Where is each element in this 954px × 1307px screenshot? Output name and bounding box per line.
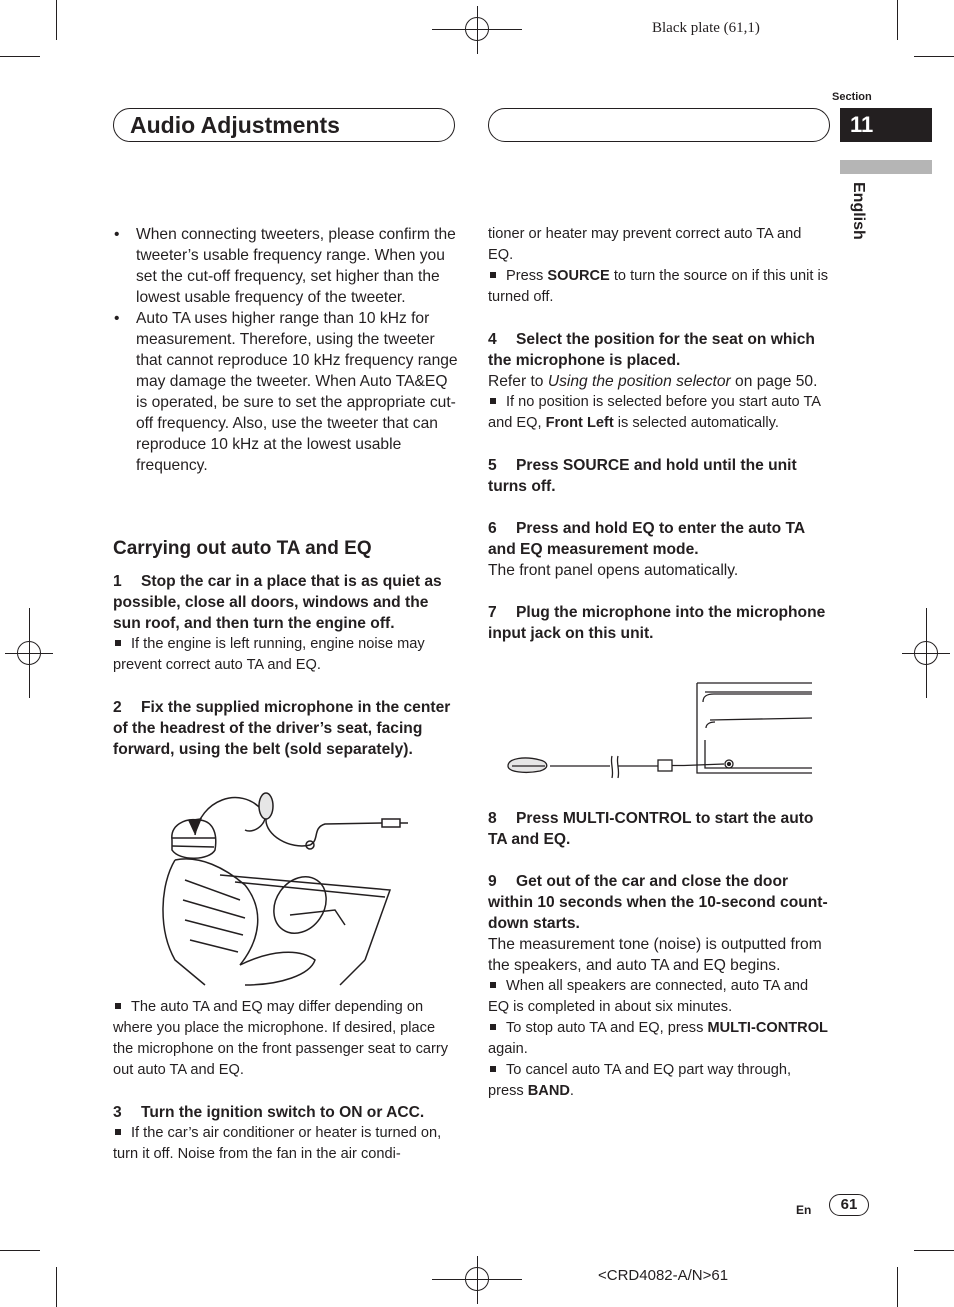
right-column-lower bbox=[488, 808, 830, 1102]
step-text: Turn the ignition switch to ON or ACC. bbox=[141, 1104, 425, 1121]
step-text: Stop the car in a place that is as quiet as possible, close all doors, windows and the sun roof, and then turn the engine off. bbox=[113, 573, 442, 632]
step-number: 1 bbox=[113, 573, 122, 590]
step-note: When all speakers are connected, auto TA and EQ is completed in about six minutes. bbox=[488, 978, 809, 1015]
continued-note: tioner or heater may prevent correct auto TA and EQ. bbox=[488, 226, 802, 263]
step-number: 2 bbox=[113, 699, 122, 716]
step-text: Select the position for the seat on which the microphone is placed. bbox=[488, 331, 815, 369]
crop-mark bbox=[914, 56, 954, 57]
step-text: Press and hold EQ to enter the auto TA and EQ measurement mode. bbox=[488, 520, 805, 558]
step-note bbox=[113, 1123, 458, 1165]
crop-mark bbox=[56, 1267, 57, 1307]
left-column bbox=[113, 224, 458, 476]
crop-mark bbox=[897, 1267, 898, 1307]
step-number: 9 bbox=[488, 873, 497, 890]
square-bullet-icon bbox=[115, 1003, 121, 1009]
step-text: Get out of the car and close the door within 10 seconds when the 10-second count-down starts. bbox=[488, 873, 828, 932]
step-7 bbox=[488, 602, 830, 644]
square-bullet-icon bbox=[115, 1129, 121, 1135]
step-5 bbox=[488, 455, 830, 497]
crop-mark bbox=[0, 1250, 40, 1251]
language-tab bbox=[840, 160, 932, 174]
title-banner-blank bbox=[488, 108, 830, 142]
left-column-steps bbox=[113, 537, 458, 760]
step-text: Press MULTI-CONTROL to start the auto TA and EQ. bbox=[488, 810, 814, 848]
step-note: To cancel auto TA and EQ part way through, press BAND. bbox=[488, 1062, 792, 1099]
step-note: Press SOURCE to turn the source on if this unit is turned off. bbox=[488, 268, 829, 305]
language-label: English bbox=[850, 182, 867, 240]
step-4 bbox=[488, 329, 830, 371]
step-1 bbox=[113, 571, 458, 634]
step-number: 3 bbox=[113, 1104, 122, 1121]
plate-label: Black plate (61,1) bbox=[652, 20, 760, 36]
square-bullet-icon bbox=[490, 1066, 496, 1072]
note-text: The auto TA and EQ may differ depending on where you place the microphone. If desired, place the microphone on the front passenger seat to carry out auto TA and EQ. bbox=[113, 999, 449, 1078]
document-code: <CRD4082-A/N>61 bbox=[598, 1267, 729, 1284]
page-title: Audio Adjustments bbox=[130, 112, 340, 138]
language-code: En bbox=[796, 1203, 812, 1217]
crop-mark bbox=[914, 1250, 954, 1251]
step-note: If no position is selected before you start auto TA and EQ, Front Left is selected automatically. bbox=[488, 394, 821, 431]
step-number: 5 bbox=[488, 457, 497, 474]
step-number: 6 bbox=[488, 520, 497, 537]
step-note bbox=[113, 997, 458, 1081]
square-bullet-icon bbox=[490, 1024, 496, 1030]
list-item: • When connecting tweeters, please confirm the tweeter’s usable frequency range. When you set the cut-off frequency, set higher than the lowest usable frequency of the tweeter. bbox=[113, 224, 458, 308]
section-heading: Carrying out auto TA and EQ bbox=[113, 538, 372, 559]
step-note: To stop auto TA and EQ, press MULTI-CONTROL again. bbox=[488, 1020, 828, 1057]
step-note bbox=[113, 634, 458, 676]
step-number: 8 bbox=[488, 810, 497, 827]
step-3 bbox=[113, 1102, 458, 1123]
left-column-lower bbox=[113, 997, 458, 1165]
note-text: If the car’s air conditioner or heater is turned on, turn it off. Noise from the fan in the air condi- bbox=[113, 1125, 442, 1162]
step-number: 4 bbox=[488, 331, 497, 348]
step-2 bbox=[113, 697, 458, 760]
microphone-jack-illustration bbox=[500, 680, 815, 780]
section-number: 11 bbox=[840, 108, 932, 142]
step-description: The front panel opens automatically. bbox=[488, 562, 739, 579]
step-number: 7 bbox=[488, 604, 497, 621]
step-text: Press SOURCE and hold until the unit turns off. bbox=[488, 457, 797, 495]
step-description: The measurement tone (noise) is outputted from the speakers, and auto TA and EQ begins. bbox=[488, 936, 822, 974]
square-bullet-icon bbox=[115, 640, 121, 646]
page-number: 61 bbox=[829, 1194, 869, 1216]
step-9 bbox=[488, 871, 830, 934]
note-text: If the engine is left running, engine noise may prevent correct auto TA and EQ. bbox=[113, 636, 425, 673]
seat-microphone-illustration bbox=[150, 790, 415, 990]
step-text: Plug the microphone into the microphone input jack on this unit. bbox=[488, 604, 826, 642]
section-label: Section bbox=[832, 91, 872, 103]
title-banner bbox=[113, 108, 455, 142]
step-text: Fix the supplied microphone in the center of the headrest of the driver’s seat, facing forward, using the belt (sold separately). bbox=[113, 699, 451, 758]
square-bullet-icon bbox=[490, 272, 496, 278]
step-6 bbox=[488, 518, 830, 560]
step-description: Refer to Using the position selector on page 50. bbox=[488, 373, 818, 390]
crop-mark bbox=[897, 0, 898, 40]
square-bullet-icon bbox=[490, 398, 496, 404]
right-column bbox=[488, 224, 830, 644]
crop-mark bbox=[0, 56, 40, 57]
square-bullet-icon bbox=[490, 982, 496, 988]
crop-mark bbox=[56, 0, 57, 40]
list-item: • Auto TA uses higher range than 10 kHz for measurement. Therefore, using the tweeter that cannot reproduce 10 kHz frequency range may damage the tweeter. When Auto TA&EQ is operated, be sure to set the appropriate cut-off frequency. Also, use the tweeter that can reproduce 10 kHz at the lowest usable frequency. bbox=[113, 308, 458, 476]
step-8 bbox=[488, 808, 830, 850]
